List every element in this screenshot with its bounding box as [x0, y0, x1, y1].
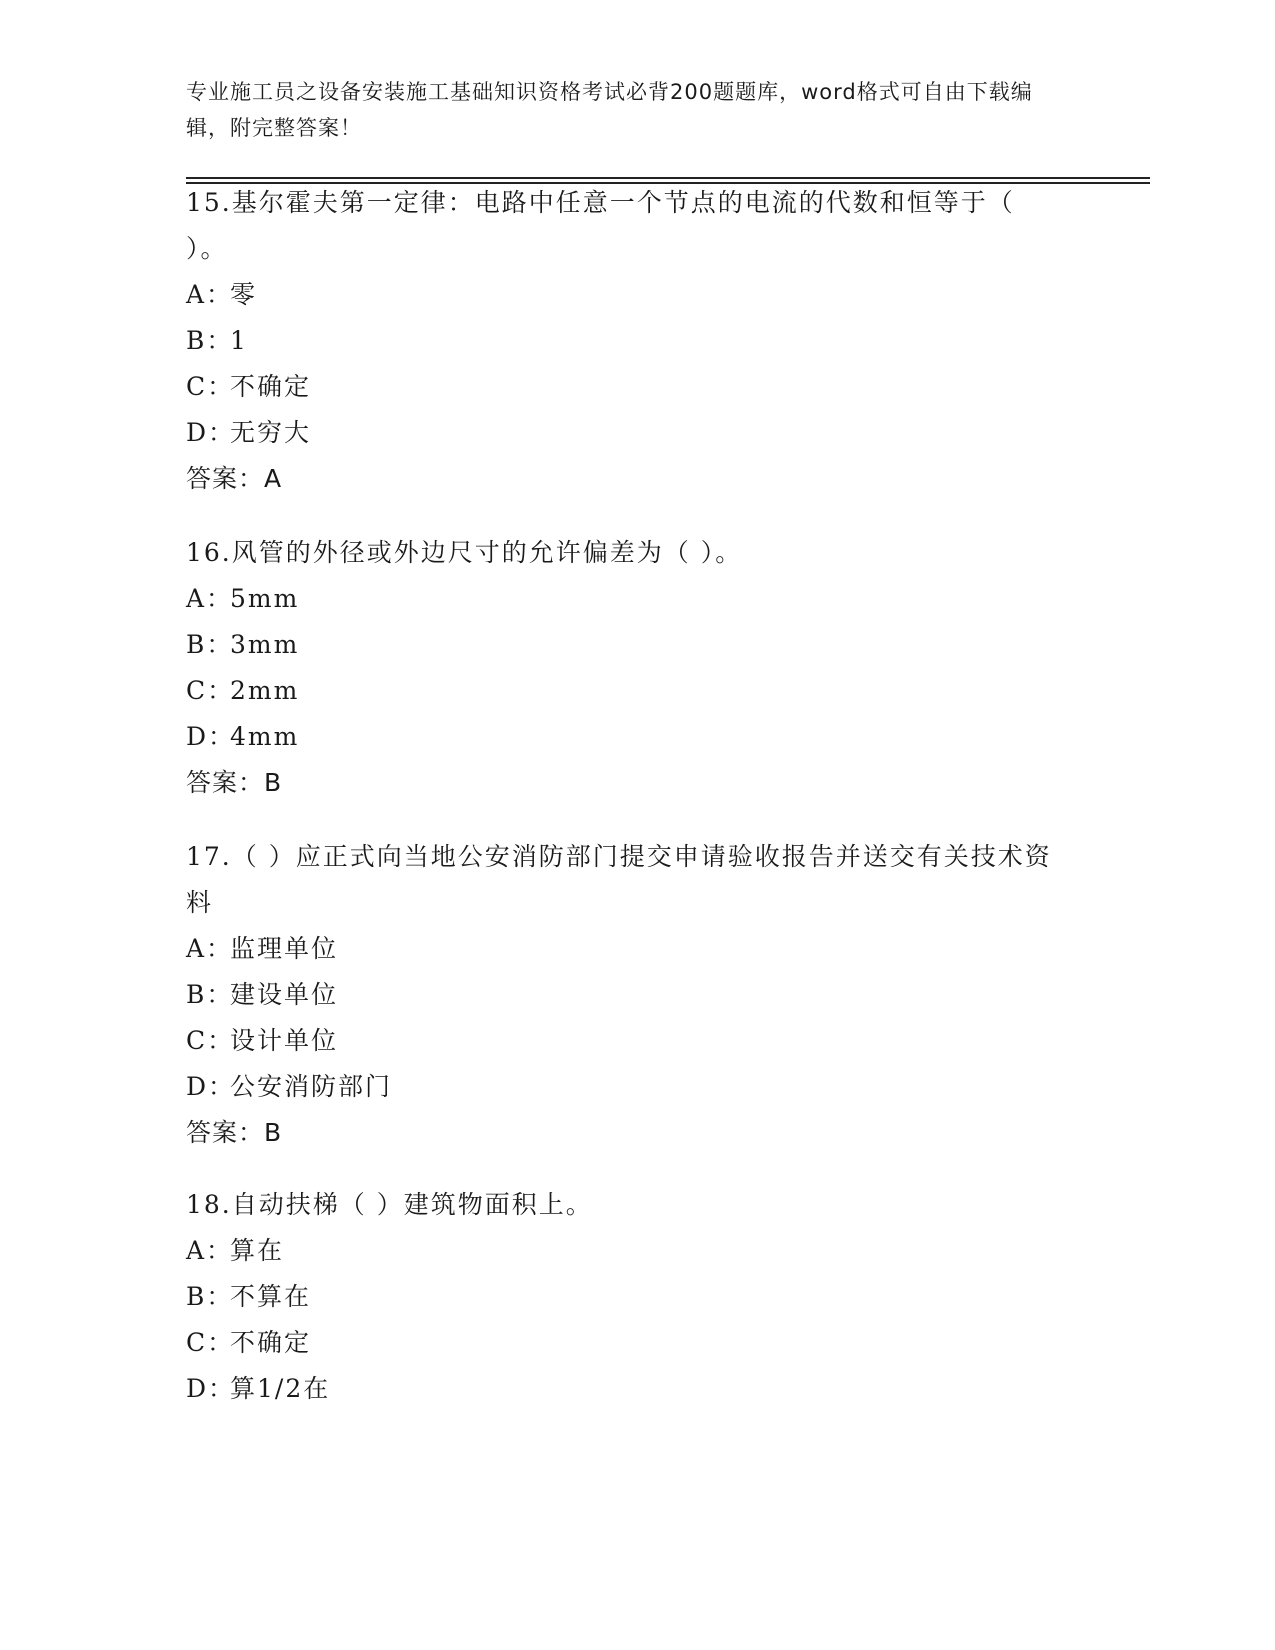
- option-text: 5mm: [230, 584, 300, 613]
- option-letter: C：: [186, 372, 235, 401]
- option-letter: D：: [186, 1072, 236, 1101]
- option-letter: D：: [186, 418, 236, 447]
- option-b: [186, 972, 1066, 1018]
- question-stem: 18.自动扶梯（ ）建筑物面积上。: [186, 1190, 593, 1219]
- question-17: [186, 834, 1066, 1156]
- option-a: [186, 272, 1066, 318]
- option-letter: A：: [186, 934, 234, 963]
- option-letter: A：: [186, 1236, 234, 1265]
- option-text: 不确定: [230, 1328, 312, 1357]
- option-text: 不确定: [230, 372, 312, 401]
- option-text: 2mm: [230, 676, 300, 705]
- option-text: 零: [230, 280, 258, 309]
- option-letter: D：: [186, 722, 236, 751]
- option-letter: B：: [186, 630, 234, 659]
- question-18: [186, 1182, 1066, 1412]
- option-letter: C：: [186, 1026, 235, 1055]
- option-d: [186, 1366, 1066, 1412]
- option-a: [186, 576, 1066, 622]
- option-c: [186, 1320, 1066, 1366]
- header-rule-top: [186, 177, 1150, 179]
- option-letter: B：: [186, 1282, 234, 1311]
- option-text: 3mm: [230, 630, 300, 659]
- option-letter: C：: [186, 1328, 235, 1357]
- option-d: [186, 714, 1066, 760]
- option-text: 4mm: [230, 722, 300, 751]
- option-text: 设计单位: [230, 1026, 339, 1055]
- option-text: 公安消防部门: [230, 1072, 393, 1101]
- question-stem: 15.基尔霍夫第一定律：电路中任意一个节点的电流的代数和恒等于（ ）。: [186, 188, 1015, 263]
- option-letter: D：: [186, 1374, 236, 1403]
- question-stem: 17.（ ）应正式向当地公安消防部门提交申请验收报告并送交有关技术资料: [186, 842, 1052, 917]
- option-letter: C：: [186, 676, 235, 705]
- option-letter: A：: [186, 280, 234, 309]
- option-d: [186, 1064, 1066, 1110]
- option-a: [186, 1228, 1066, 1274]
- question-15: [186, 180, 1066, 502]
- option-text: 算在: [230, 1236, 285, 1265]
- option-text: 无穷大: [230, 418, 312, 447]
- document-header: 专业施工员之设备安装施工基础知识资格考试必背200题题库，word格式可自由下载编辑，附完整答案！: [186, 80, 1033, 140]
- option-b: [186, 1274, 1066, 1320]
- option-a: [186, 926, 1066, 972]
- question-stem: 16.风管的外径或外边尺寸的允许偏差为（ ）。: [186, 538, 743, 567]
- option-c: [186, 364, 1066, 410]
- option-d: [186, 410, 1066, 456]
- answer-line: 答案：B: [186, 1118, 283, 1147]
- answer-line: 答案：B: [186, 768, 283, 797]
- option-letter: B：: [186, 326, 234, 355]
- option-text: 建设单位: [230, 980, 339, 1009]
- option-letter: A：: [186, 584, 234, 613]
- option-text: 不算在: [230, 1282, 312, 1311]
- answer-line: 答案：A: [186, 464, 283, 493]
- option-b: [186, 318, 1066, 364]
- option-c: [186, 668, 1066, 714]
- question-16: [186, 530, 1066, 806]
- option-text: 算1/2在: [230, 1374, 331, 1403]
- option-text: 1: [230, 326, 248, 355]
- option-text: 监理单位: [230, 934, 339, 963]
- option-b: [186, 622, 1066, 668]
- option-letter: B：: [186, 980, 234, 1009]
- option-c: [186, 1018, 1066, 1064]
